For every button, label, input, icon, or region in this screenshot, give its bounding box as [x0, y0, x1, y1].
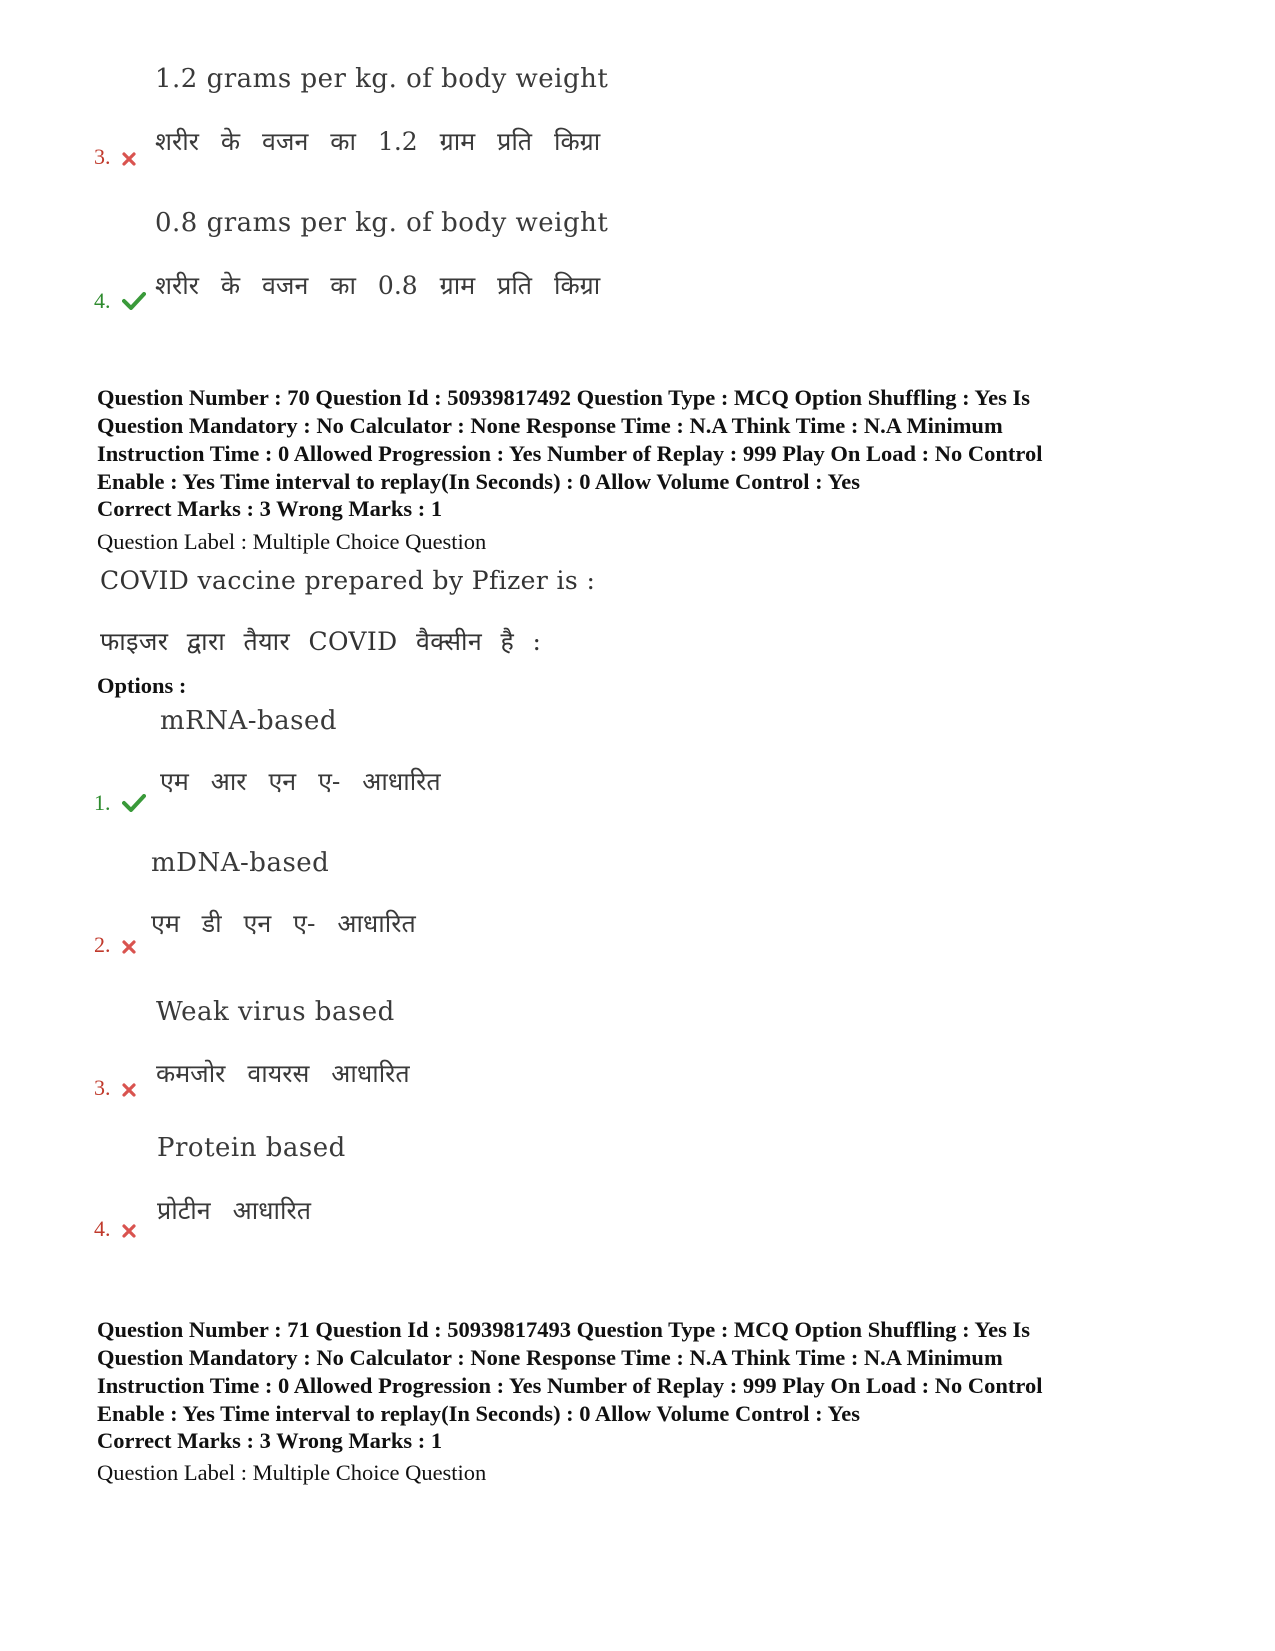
- check-icon: [122, 290, 146, 316]
- metadata-line: Enable : Yes Time interval to replay(In Seconds) : 0 Allow Volume Control : Yes: [97, 469, 860, 494]
- prev-option-4-number: 4.: [94, 288, 111, 313]
- question-70-label: Question Label : Multiple Choice Question: [97, 529, 487, 554]
- question-70-marks: Correct Marks : 3 Wrong Marks : 1: [97, 496, 443, 521]
- question-71-label: Question Label : Multiple Choice Question: [97, 1460, 487, 1485]
- metadata-line: Question Number : 71 Question Id : 50939817493 Question Type : MCQ Option Shuffling : Yes Is: [97, 1317, 1031, 1342]
- prev-option-3-english: 1.2 grams per kg. of body weight: [155, 64, 609, 94]
- question-71-metadata: [97, 1316, 1207, 1428]
- metadata-line: Question Mandatory : No Calculator : None Response Time : N.A Think Time : N.A Minimum: [97, 413, 1003, 438]
- option-4-english: Protein based: [157, 1133, 346, 1163]
- cross-icon: [122, 146, 136, 172]
- option-2-hindi: एम डी एन ए- आधारित: [151, 909, 416, 938]
- prev-option-4-number-row: [94, 288, 146, 316]
- question-70-text-hindi: फाइजर द्वारा तैयार COVID वैक्सीन है :: [100, 627, 542, 656]
- option-1-hindi: एम आर एन ए- आधारित: [160, 767, 441, 796]
- metadata-line: Question Mandatory : No Calculator : None Response Time : N.A Think Time : N.A Minimum: [97, 1345, 1003, 1370]
- prev-option-4-english: 0.8 grams per kg. of body weight: [155, 208, 609, 238]
- prev-option-4-hindi: शरीर के वजन का 0.8 ग्राम प्रति किग्रा: [155, 271, 601, 300]
- prev-option-3-hindi: शरीर के वजन का 1.2 ग्राम प्रति किग्रा: [155, 127, 601, 156]
- option-4-number: 4.: [94, 1216, 111, 1241]
- option-2-number: 2.: [94, 932, 111, 957]
- option-2-english: mDNA-based: [151, 848, 330, 878]
- metadata-line: Question Number : 70 Question Id : 50939817492 Question Type : MCQ Option Shuffling : Yes Is: [97, 385, 1031, 410]
- check-icon: [122, 792, 146, 818]
- cross-icon: [122, 1077, 136, 1103]
- option-2-number-row: [94, 932, 136, 960]
- option-3-english: Weak virus based: [156, 997, 395, 1027]
- cross-icon: [122, 934, 136, 960]
- prev-option-3-number: 3.: [94, 144, 111, 169]
- question-70-text-english: COVID vaccine prepared by Pfizer is :: [100, 566, 596, 595]
- prev-option-3-number-row: [94, 144, 136, 172]
- metadata-line: Enable : Yes Time interval to replay(In Seconds) : 0 Allow Volume Control : Yes: [97, 1401, 860, 1426]
- option-1-number-row: [94, 790, 146, 818]
- option-4-number-row: [94, 1216, 136, 1244]
- option-1-number: 1.: [94, 790, 111, 815]
- cross-icon: [122, 1218, 136, 1244]
- metadata-line: Instruction Time : 0 Allowed Progression : Yes Number of Replay : 999 Play On Load : No Control: [97, 1373, 1043, 1398]
- question-70-metadata: [97, 384, 1207, 496]
- option-1-english: mRNA-based: [160, 706, 338, 736]
- option-3-number: 3.: [94, 1075, 111, 1100]
- question-71-marks: Correct Marks : 3 Wrong Marks : 1: [97, 1428, 443, 1453]
- options-heading: Options :: [97, 673, 187, 698]
- option-4-hindi: प्रोटीन आधारित: [157, 1196, 311, 1225]
- metadata-line: Instruction Time : 0 Allowed Progression : Yes Number of Replay : 999 Play On Load : No Control: [97, 441, 1043, 466]
- option-3-hindi: कमजोर वायरस आधारित: [156, 1059, 410, 1088]
- option-3-number-row: [94, 1075, 136, 1103]
